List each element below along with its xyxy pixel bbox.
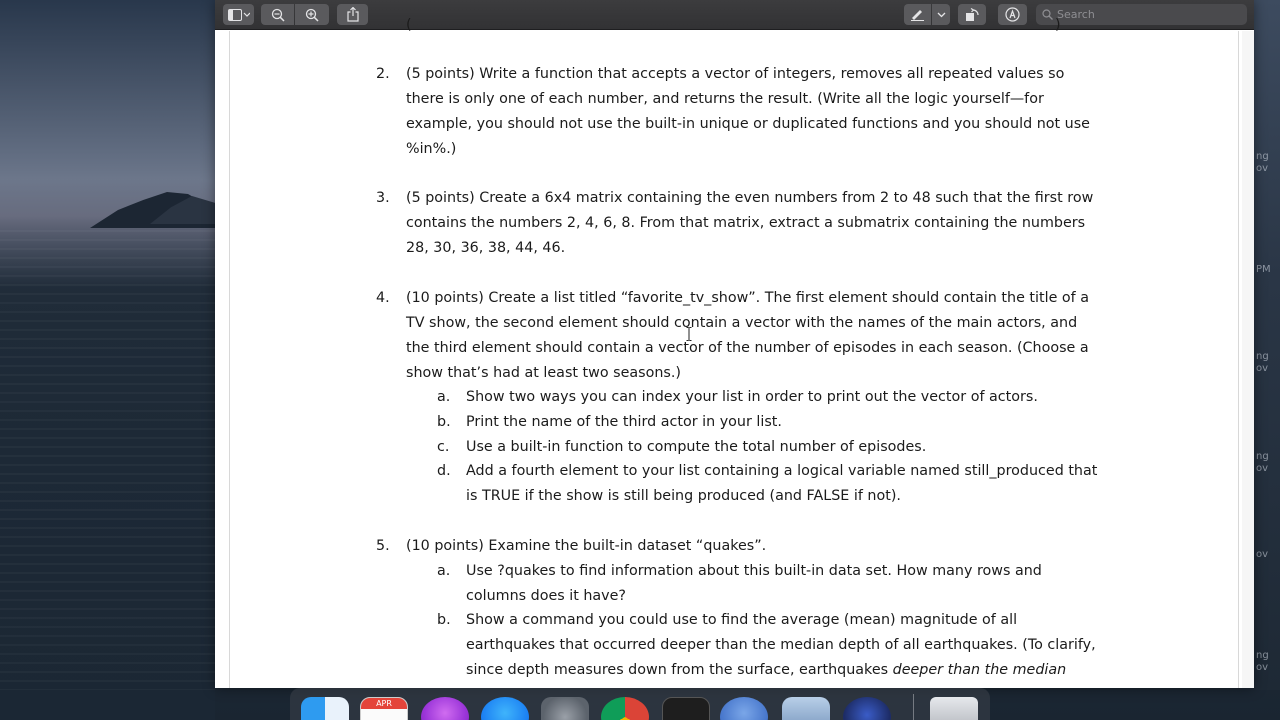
document-page[interactable] <box>215 17 1254 688</box>
notification-peek[interactable]: ov <box>1256 549 1269 560</box>
question-text: (10 points) Examine the built-in dataset “quakes”. <box>406 538 767 554</box>
cutoff-line: ( <box>406 17 412 33</box>
subpart-text: Show a command you could use to find the average (mean) magnitude of all earthquakes that occurred deeper than the median depth of all earthquakes. (To clarify, since depth measures down from the surface, earthquakes deeper than the median <box>466 612 1096 678</box>
notification-peek[interactable]: ng ov <box>1256 650 1269 673</box>
annotate-button[interactable] <box>998 4 1027 25</box>
markup-pen-icon <box>910 8 925 21</box>
sidebar-toggle-button[interactable] <box>223 4 254 25</box>
cutoff-line: ) <box>1055 17 1061 33</box>
preview-window <box>215 0 1254 688</box>
question-number: 5. <box>376 538 390 554</box>
wallpaper-sea <box>0 230 215 690</box>
notification-peek[interactable]: ng ov <box>1256 451 1269 474</box>
markup-menu-button[interactable] <box>932 4 950 25</box>
page-edge <box>229 31 230 688</box>
subpart-text: Use a built-in function to compute the total number of episodes. <box>466 439 927 455</box>
chevron-down-icon <box>244 13 250 16</box>
subpart-letter: a. <box>437 563 451 579</box>
desktop-wallpaper <box>0 0 215 720</box>
search-field[interactable] <box>1036 4 1247 25</box>
subpart-letter: b. <box>437 414 451 430</box>
subpart-letter: a. <box>437 389 451 405</box>
desktop-wallpaper-right <box>1254 0 1280 690</box>
calendar-month-label: APR <box>361 698 407 709</box>
subpart-text: Add a fourth element to your list containing a logical variable named still_produced that is TRUE if the show is still being produced (and FALSE if not). <box>466 463 1098 504</box>
dock-calendar-icon[interactable] <box>360 697 408 720</box>
subpart-letter: d. <box>437 463 451 479</box>
page-edge <box>1238 31 1239 688</box>
dock-preview-icon[interactable] <box>782 697 830 720</box>
share-icon <box>347 7 359 22</box>
zoom-out-icon <box>271 8 285 22</box>
question-text: (5 points) Write a function that accepts a vector of integers, removes all repeated values so there is only one of each number, and returns the result. (Write all the logic yourself—for example, you should not use the built-in unique or duplicated functions and you should not use %in%.) <box>406 66 1090 157</box>
chevron-down-icon <box>937 12 946 18</box>
rotate-button[interactable] <box>958 4 986 25</box>
sidebar-icon <box>228 9 250 21</box>
dock-system-preferences-icon[interactable] <box>541 697 589 720</box>
rotate-icon <box>965 8 980 22</box>
share-button[interactable] <box>337 4 368 25</box>
scrollbar[interactable] <box>1242 31 1254 688</box>
question-number: 4. <box>376 290 390 306</box>
search-input[interactable] <box>1057 8 1237 21</box>
question-number: 2. <box>376 66 390 82</box>
markup-pen-button[interactable] <box>904 4 931 25</box>
notification-peek[interactable]: PM <box>1256 264 1271 275</box>
subpart-text: Use ?quakes to find information about this built-in data set. How many rows and columns does it have? <box>466 563 1042 604</box>
question-number: 3. <box>376 190 390 206</box>
subpart-letter: c. <box>437 439 450 455</box>
text-cursor-icon <box>686 327 692 341</box>
search-icon <box>1042 9 1053 20</box>
toolbar <box>215 0 1254 30</box>
subpart-letter: b. <box>437 612 451 628</box>
notification-peek[interactable]: ng ov <box>1256 351 1269 374</box>
annotate-icon <box>1005 7 1020 22</box>
dock-separator <box>913 694 914 720</box>
dock-trash-icon[interactable] <box>930 697 978 720</box>
zoom-out-button[interactable] <box>261 4 294 25</box>
notification-peek[interactable]: ng ov <box>1256 151 1269 174</box>
question-text: (5 points) Create a 6x4 matrix containing the even numbers from 2 to 48 such that the first row contains the numbers 2, 4, 6, 8. From that matrix, extract a submatrix containing the numbers 28, 30, 36, 38, 44, 46. <box>406 190 1094 256</box>
subpart-text: Print the name of the third actor in your list. <box>466 414 782 430</box>
dock-terminal-icon[interactable] <box>662 697 710 720</box>
zoom-in-icon <box>305 8 319 22</box>
zoom-in-button[interactable] <box>295 4 329 25</box>
question-text: (10 points) Create a list titled “favorite_tv_show”. The first element should contain the title of a TV show, the second element should contain a vector with the names of the main actors, and the third element should contain a vector of the number of episodes in each season. (Choose a show that’s had at least two seasons.) <box>406 290 1090 381</box>
subpart-text: Show two ways you can index your list in order to print out the vector of actors. <box>466 389 1038 405</box>
dock-finder-icon[interactable] <box>301 697 349 720</box>
